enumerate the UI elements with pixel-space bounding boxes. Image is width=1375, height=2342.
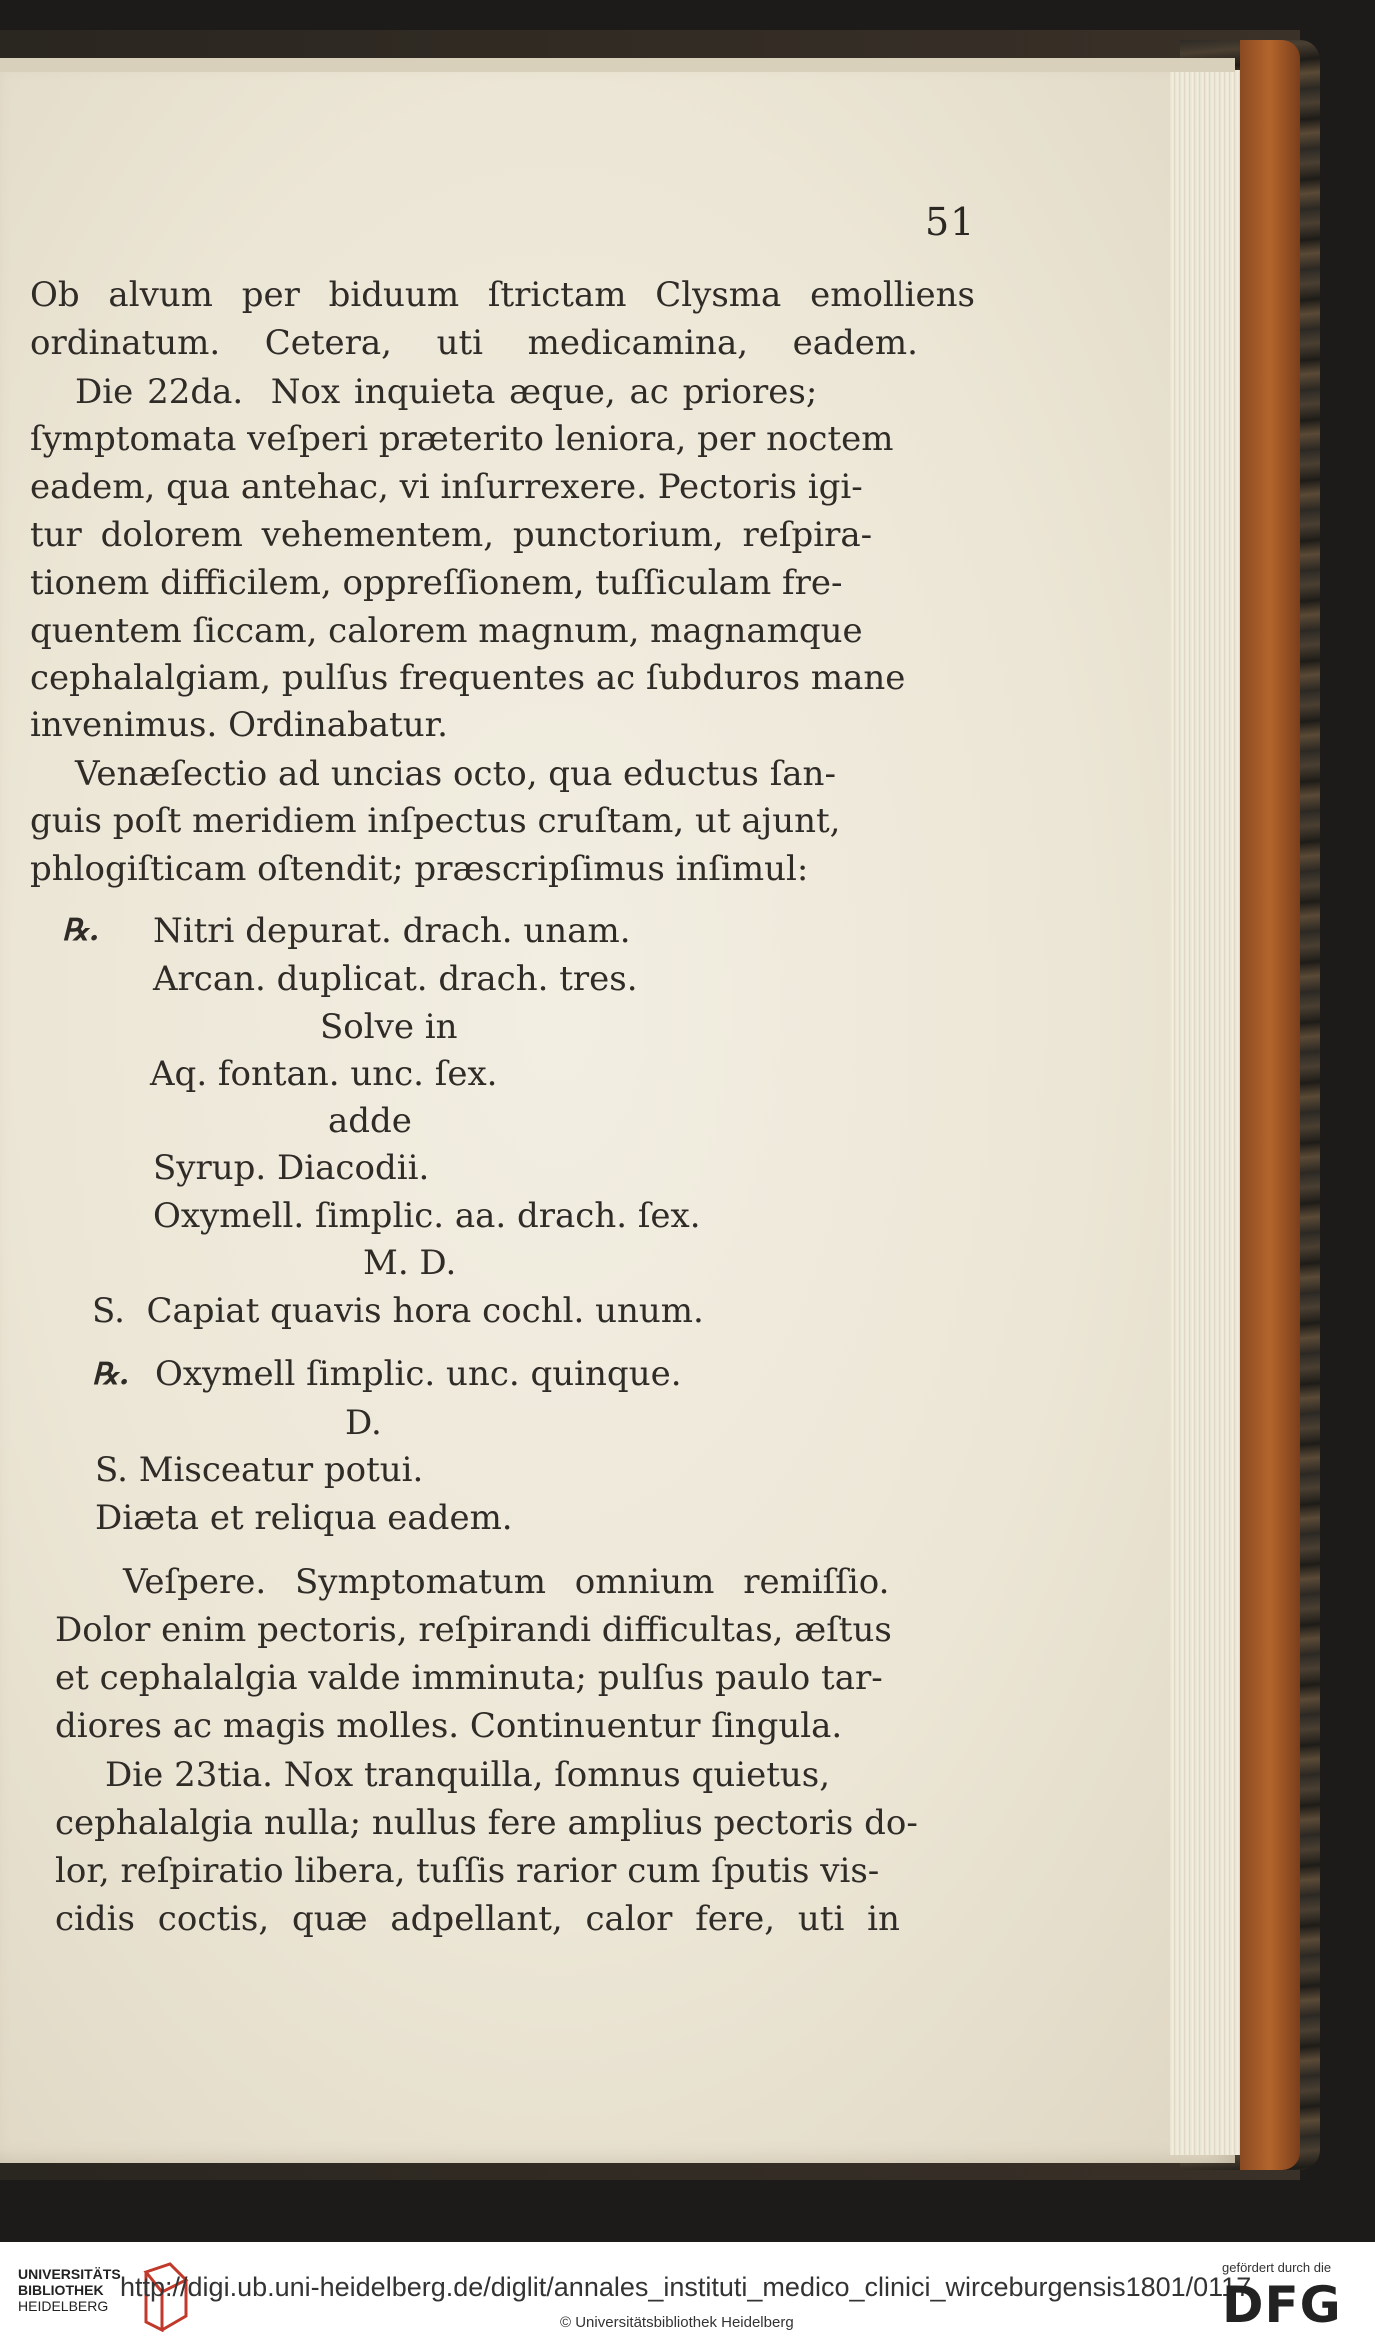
text-line: cephalalgiam, pulſus frequentes ac ſubduros mane [30, 658, 906, 698]
text-line [30, 275, 975, 315]
text-word: medicamina, [527, 323, 749, 363]
text-word: Ob [30, 275, 80, 315]
page-stack-edge [1170, 70, 1240, 2155]
recipe-line: D. [345, 1403, 382, 1443]
page-number: 51 [925, 200, 976, 244]
dfg-logo: DFG [1222, 2276, 1342, 2334]
text-word: eadem. [792, 323, 918, 363]
text-line: Dolor enim pectoris, reſpirandi difficultas, æſtus [55, 1610, 892, 1650]
recipe-line: M. D. [363, 1243, 457, 1283]
page-top-strip [0, 58, 1235, 72]
text-word: ordinatum. [30, 323, 221, 363]
text-line: Die 23tia. Nox tranquilla, ſomnus quietus, [105, 1755, 831, 1795]
recipe-line: Solve in [320, 1007, 458, 1047]
text-line: tionem difficilem, oppreſſionem, tuſſiculam fre- [30, 563, 843, 603]
text-line: eadem, qua antehac, vi inſurrexere. Pectoris igi- [30, 467, 863, 507]
recipe-line: Nitri depurat. drach. unam. [153, 911, 631, 951]
text-line: tur dolorem vehementem, punctorium, reſpira- [30, 515, 873, 555]
recipe-line: Syrup. Diacodii. [153, 1148, 430, 1188]
text-line: ſymptomata veſperi præterito leniora, per noctem [30, 419, 894, 459]
text-line: Die 22da. Nox inquieta æque, ac priores; [75, 372, 818, 412]
recipe-line: Oxymell. ſimplic. aa. drach. ſex. [153, 1196, 701, 1236]
recipe-line: Aq. fontan. unc. ſex. [150, 1054, 498, 1094]
text-word: Clysma [655, 275, 782, 315]
copyright-notice: © Universitätsbibliothek Heidelberg [560, 2314, 794, 2331]
source-url-link[interactable]: http://digi.ub.uni-heidelberg.de/diglit/annales_instituti_medico_clinici_wirceburgensis1801/0117 [120, 2272, 1252, 2302]
footer-bar [0, 2242, 1375, 2342]
text-line: Venæſectio ad uncias octo, qua eductus ſan- [75, 754, 836, 794]
recipe-symbol: ℞. [62, 913, 100, 948]
recipe-signa: S. Capiat quavis hora cochl. unum. [92, 1291, 704, 1331]
book-cover-edge [1240, 40, 1300, 2170]
text-line: lor, reſpiratio libera, tuſſis rarior cum ſputis vis- [55, 1851, 880, 1891]
library-name-line: HEIDELBERG [18, 2298, 109, 2314]
text-line: et cephalalgia valde imminuta; pulſus paulo tar- [55, 1658, 883, 1698]
text-line: guis poſt meridiem inſpectus cruſtam, ut ajunt, [30, 801, 841, 841]
text-line: diores ac magis molles. Continuentur ſingula. [55, 1706, 843, 1746]
text-word: uti [436, 323, 484, 363]
library-name-line: UNIVERSITÄTS [18, 2266, 121, 2282]
recipe-line: Arcan. duplicat. drach. tres. [153, 959, 638, 999]
text-line: Veſpere. Symptomatum omnium remiſſio. [123, 1562, 890, 1602]
recipe-signa: S. Misceatur potui. [95, 1450, 424, 1490]
recipe-line: adde [328, 1101, 412, 1141]
funded-by-label: gefördert durch die [1222, 2260, 1332, 2275]
text-line: cephalalgia nulla; nullus fere amplius pectoris do- [55, 1803, 918, 1843]
text-line: invenimus. Ordinabatur. [30, 705, 448, 745]
text-word: Cetera, [264, 323, 392, 363]
recipe-diet: Diæta et reliqua eadem. [95, 1498, 513, 1538]
text-word: ſtrictam [487, 275, 627, 315]
text-line: cidis coctis, quæ adpellant, calor fere, uti in [55, 1899, 900, 1939]
library-name-line: BIBLIOTHEK [18, 2282, 104, 2298]
recipe-line: Oxymell ſimplic. unc. quinque. [155, 1354, 682, 1394]
text-word: emolliens [810, 275, 975, 315]
text-word: biduum [328, 275, 460, 315]
text-line [30, 323, 918, 363]
text-word: per [241, 275, 300, 315]
recipe-symbol: ℞. [92, 1357, 130, 1392]
text-word: alvum [108, 275, 213, 315]
library-name [18, 2266, 121, 2314]
text-line: phlogiſticam oſtendit; præscripſimus inſimul: [30, 849, 809, 889]
text-line: quentem ſiccam, calorem magnum, magnamque [30, 611, 863, 651]
